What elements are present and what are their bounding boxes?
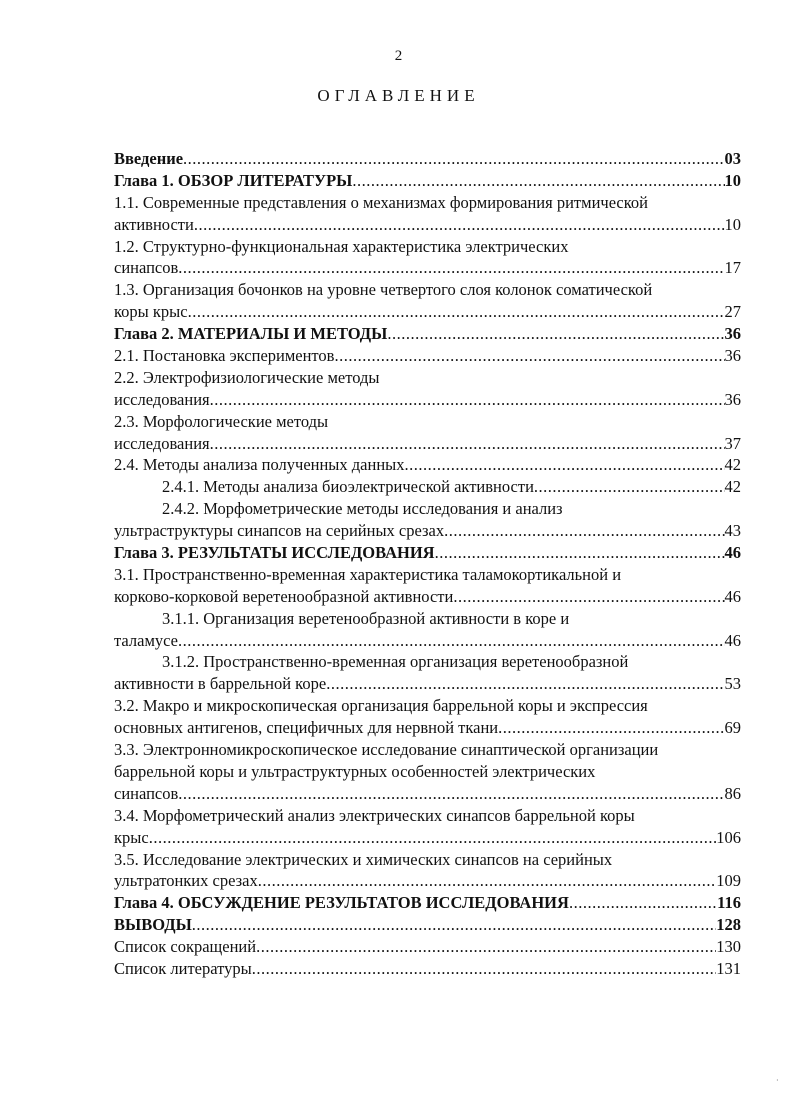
toc-entry <box>114 827 741 849</box>
scan-mark: · <box>776 1076 779 1085</box>
toc-entry-label: 2.3. Морфологические методы <box>114 411 329 431</box>
toc-entry-label: Список литературы <box>114 958 252 978</box>
toc-entry <box>114 914 741 936</box>
toc-entry-page: 27 <box>724 302 741 322</box>
toc-entry <box>114 586 741 608</box>
dot-leader <box>178 257 724 279</box>
toc-entry-label: таламусе <box>114 630 178 650</box>
dot-leader <box>326 673 724 695</box>
toc-entry <box>114 367 741 389</box>
toc-entry-label: 1.3. Организация бочонков на уровне четвертого слоя колонок соматической <box>114 280 653 300</box>
toc-entry-page: 42 <box>724 477 741 497</box>
toc-entry <box>114 301 741 323</box>
toc-entry <box>114 936 741 958</box>
dot-leader <box>178 783 724 805</box>
toc-entry <box>114 345 741 367</box>
toc-entry <box>114 739 741 761</box>
toc-entry-page: 130 <box>716 937 741 957</box>
toc-entry-label: активности <box>114 214 194 234</box>
dot-leader <box>444 520 724 542</box>
toc-entry <box>114 783 741 805</box>
dot-leader <box>334 345 724 367</box>
toc-entry-page: 10 <box>724 170 741 190</box>
toc-entry-page: 86 <box>724 783 741 803</box>
toc-entry <box>114 214 741 236</box>
toc-entry-page: 36 <box>724 389 741 409</box>
toc-entry <box>114 454 741 476</box>
toc-entry-label: 3.1.2. Пространственно-временная организация веретенообразной <box>162 652 629 672</box>
toc-entry-label: 2.4. Методы анализа полученных данных <box>114 455 405 475</box>
toc-entry-page: 128 <box>716 915 741 935</box>
toc-entry <box>114 411 741 433</box>
toc-entry-label: 2.1. Постановка экспериментов <box>114 346 335 366</box>
toc-entry-label: 2.4.1. Методы анализа биоэлектрической активности <box>162 477 534 497</box>
dot-leader <box>183 148 724 170</box>
toc-entry-label: крыс <box>114 827 149 847</box>
toc-entry-label: ультраструктуры синапсов на серийных срезах <box>114 521 445 541</box>
dot-leader <box>194 214 725 236</box>
toc-entry-page: 131 <box>716 958 741 978</box>
dot-leader <box>256 936 716 958</box>
toc-entry <box>114 279 741 301</box>
toc-entry <box>114 958 741 980</box>
toc-entry-label: синапсов <box>114 258 179 278</box>
toc-entry-label: Список сокращений <box>114 937 257 957</box>
toc-entry-page: 106 <box>716 827 741 847</box>
toc-entry-label: коры крыс <box>114 302 188 322</box>
toc-entry-label: активности в баррельной коре <box>114 674 327 694</box>
toc-entry-label: Глава 3. РЕЗУЛЬТАТЫ ИССЛЕДОВАНИЯ <box>114 543 435 563</box>
toc-entry-label: 1.2. Структурно-функциональная характеристика электрических <box>114 236 569 256</box>
toc-entry <box>114 148 741 170</box>
toc-entry <box>114 433 741 455</box>
toc-entry-page: 36 <box>724 324 741 344</box>
dot-leader <box>210 389 725 411</box>
toc-entry <box>114 257 741 279</box>
toc-entry-page: 46 <box>724 543 741 563</box>
toc-entry <box>114 651 741 673</box>
toc-entry-label: синапсов <box>114 783 179 803</box>
dot-leader <box>534 476 725 498</box>
dot-leader <box>435 542 725 564</box>
toc-entry-label: 3.5. Исследование электрических и химических синапсов на серийных <box>114 849 613 869</box>
toc-entry <box>114 520 741 542</box>
toc-entry-page: 69 <box>724 718 741 738</box>
toc-entry <box>114 695 741 717</box>
toc-entry <box>114 870 741 892</box>
toc-entry-label: баррельной коры и ультраструктурных особенностей электрических <box>114 761 596 781</box>
page-number: 2 <box>394 48 403 64</box>
toc-entry-page: 17 <box>724 258 741 278</box>
dot-leader <box>258 870 717 892</box>
toc-entry-label: Введение <box>114 149 184 168</box>
toc-entry-label: 1.1. Современные представления о механизмах формирования ритмической <box>114 192 649 212</box>
toc-entry-page: 116 <box>717 893 741 913</box>
toc-entry-page: 109 <box>716 871 741 891</box>
toc-entry-label: 3.1. Пространственно-временная характеристика таламокортикальной и <box>114 564 622 584</box>
toc-entry-page: 43 <box>724 521 741 541</box>
toc-entry <box>114 564 741 586</box>
toc-entry-label: 2.4.2. Морфометрические методы исследования и анализ <box>162 499 563 519</box>
toc-entry-label: ВЫВОДЫ <box>114 915 192 935</box>
toc-entry <box>114 236 741 258</box>
dot-leader <box>569 892 717 914</box>
dot-leader <box>387 323 724 345</box>
toc-entry <box>114 849 741 871</box>
dot-leader <box>252 958 717 980</box>
toc-entry-label: ультратонких срезах <box>114 871 258 891</box>
table-of-contents <box>114 148 741 980</box>
dot-leader <box>178 630 725 652</box>
toc-entry <box>114 892 741 914</box>
toc-entry <box>114 630 741 652</box>
toc-entry-page: 37 <box>724 433 741 453</box>
toc-entry <box>114 673 741 695</box>
dot-leader <box>210 433 725 455</box>
toc-entry-page: 03 <box>724 149 741 168</box>
toc-entry-label: исследования <box>114 389 210 409</box>
toc-entry-label: Глава 1. ОБЗОР ЛИТЕРАТУРЫ <box>114 170 353 190</box>
toc-entry-page: 10 <box>724 214 741 234</box>
toc-entry <box>114 608 741 630</box>
toc-entry <box>114 170 741 192</box>
toc-entry-label: исследования <box>114 433 210 453</box>
toc-entry-label: 3.4. Морфометрический анализ электрических синапсов баррельной коры <box>114 805 635 825</box>
toc-entry <box>114 192 741 214</box>
toc-entry-label: 3.1.1. Организация веретенообразной активности в коре и <box>162 608 570 628</box>
toc-entry-page: 42 <box>724 455 741 475</box>
toc-entry <box>114 389 741 411</box>
toc-entry <box>114 542 741 564</box>
toc-entry <box>114 717 741 739</box>
dot-leader <box>453 586 724 608</box>
page-title: ОГЛАВЛЕНИЕ <box>317 86 480 105</box>
toc-entry <box>114 805 741 827</box>
toc-entry-page: 53 <box>724 674 741 694</box>
toc-entry-page: 46 <box>724 586 741 606</box>
dot-leader <box>192 914 716 936</box>
toc-entry <box>114 761 741 783</box>
dot-leader <box>352 170 724 192</box>
toc-entry-label: 3.2. Макро и микроскопическая организация баррельной коры и экспрессия <box>114 696 648 716</box>
toc-entry-page: 36 <box>724 346 741 366</box>
toc-entry-label: 3.3. Электронномикроскопическое исследование синаптической организации <box>114 740 659 760</box>
dot-leader <box>149 827 717 849</box>
toc-entry-label: основных антигенов, специфичных для нервной ткани <box>114 718 499 738</box>
toc-entry-label: корково-корковой веретенообразной активности <box>114 586 454 606</box>
toc-entry <box>114 323 741 345</box>
dot-leader <box>498 717 724 739</box>
toc-entry-label: 2.2. Электрофизиологические методы <box>114 367 380 387</box>
toc-entry <box>114 476 741 498</box>
toc-entry <box>114 498 741 520</box>
toc-entry-label: Глава 4. ОБСУЖДЕНИЕ РЕЗУЛЬТАТОВ ИССЛЕДОВАНИЯ <box>114 893 569 913</box>
dot-leader <box>404 454 724 476</box>
dot-leader <box>188 301 725 323</box>
toc-entry-page: 46 <box>724 630 741 650</box>
toc-entry-label: Глава 2. МАТЕРИАЛЫ И МЕТОДЫ <box>114 324 388 344</box>
